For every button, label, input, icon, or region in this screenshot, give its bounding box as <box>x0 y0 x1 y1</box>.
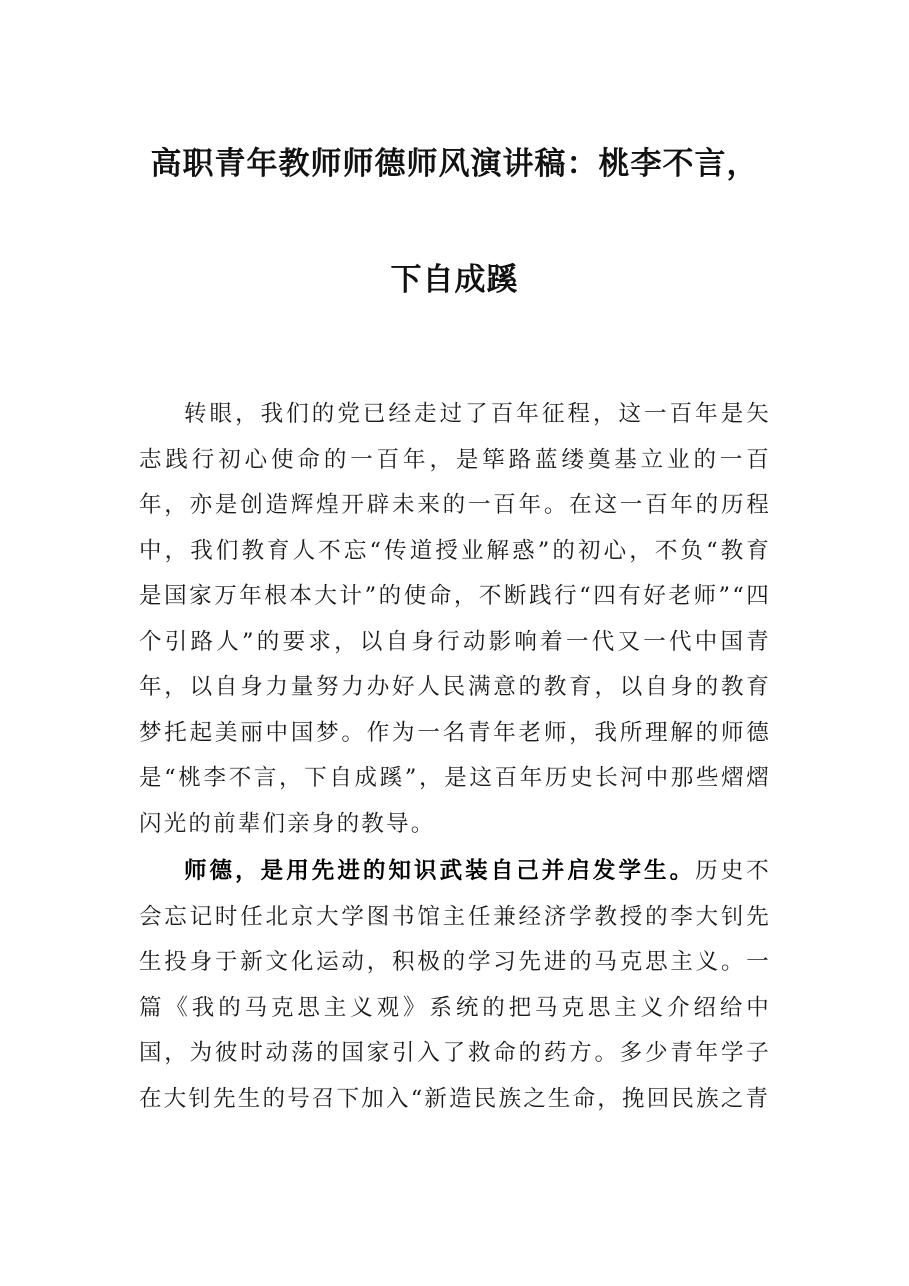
paragraph-2-lead: 师德，是用先进的知识武装自己并启发学生。 <box>184 858 696 884</box>
paragraph-2 <box>139 849 771 1122</box>
paragraph-2-text: 历史不会忘记时任北京大学图书馆主任兼经济学教授的李大钊先生投身于新文化运动，积极的学习先进的马克思主义。一篇《我的马克思主义观》系统的把马克思主义介绍给中国，为彼时动荡的国家引入了救命的药方。多少青年学子在大钊先生的号召下加入“新造民族之生命，挽回民族之青 <box>139 858 771 1112</box>
paragraph-1-text: 转眼，我们的党已经走过了百年征程，这一百年是矢志践行初心使命的一百年，是筚路蓝缕奠基立业的一百年，亦是创造辉煌开辟未来的一百年。在这一百年的历程中，我们教育人不忘“传道授业解惑”的初心，不负“教育是国家万年根本大计”的使命，不断践行“四有好老师”“四个引路人”的要求，以自身行动影响着一代又一代中国青年，以自身力量努力办好人民满意的教育，以自身的教育梦托起美丽中国梦。作为一名青年老师，我所理解的师德是“桃李不言，下自成蹊”，是这百年历史长河中那些熠熠闪光的前辈们亲身的教导。 <box>139 401 771 837</box>
document-title-line-2: 下自成蹊 <box>390 262 519 298</box>
document-body <box>139 392 771 1124</box>
document-title-line-1: 高职青年教师师德师风演讲稿：桃李不言， <box>150 146 759 182</box>
paragraph-1 <box>139 392 771 847</box>
